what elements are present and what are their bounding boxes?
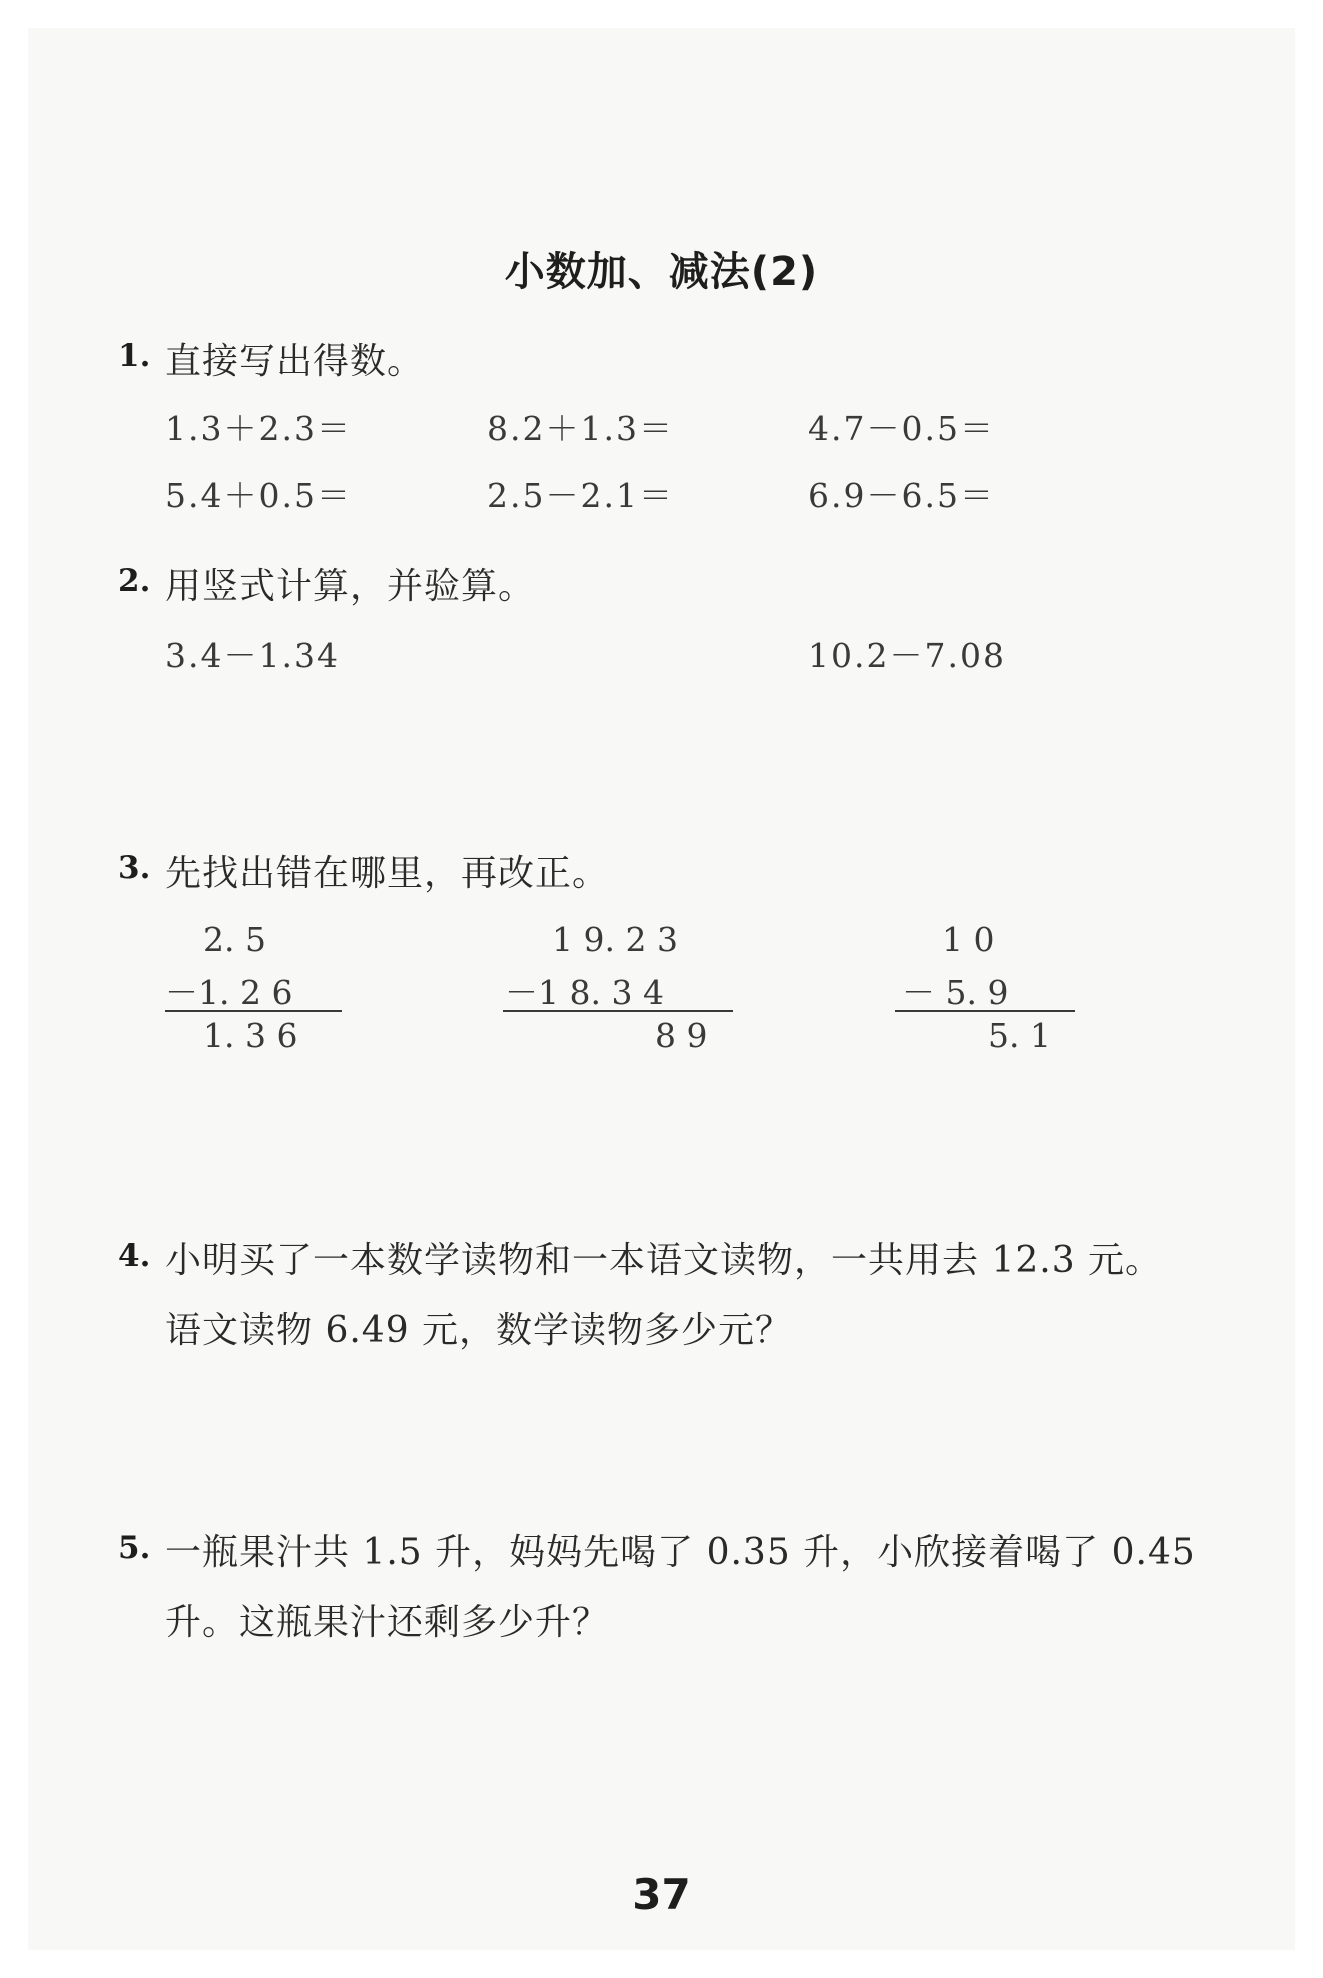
- q2-text: 用竖式计算，并验算。: [165, 566, 536, 607]
- q1-item-4: 5.4＋0.5＝: [165, 476, 352, 515]
- q1-item-2: 8.2＋1.3＝: [487, 409, 674, 448]
- q1-item-5: 2.5－2.1＝: [487, 476, 674, 515]
- q2-number: 2.: [118, 563, 151, 599]
- q3-a-bottom: －1. 2 6: [165, 973, 293, 1012]
- q5-line-2: 升。这瓶果汁还剩多少升？: [165, 1602, 610, 1643]
- q3-b-rule: [503, 1010, 733, 1012]
- q3-b-top: 1 9. 2 3: [552, 920, 678, 959]
- q1-item-3: 4.7－0.5＝: [808, 409, 995, 448]
- q3-text: 先找出错在哪里，再改正。: [165, 853, 610, 894]
- q4-line-1: 小明买了一本数学读物和一本语文读物，一共用去 12.3 元。: [165, 1240, 1163, 1281]
- q1-text: 直接写出得数。: [165, 341, 425, 382]
- q1-number: 1.: [118, 338, 151, 374]
- q3-c-rule: [895, 1010, 1075, 1012]
- page-number: 37: [632, 1870, 691, 1919]
- q3-b-result: 8 9: [655, 1016, 708, 1055]
- q1-item-6: 6.9－6.5＝: [808, 476, 995, 515]
- q3-a-result: 1. 3 6: [203, 1016, 298, 1055]
- q5-line-1: 一瓶果汁共 1.5 升，妈妈先喝了 0.35 升，小欣接着喝了 0.45: [165, 1532, 1196, 1573]
- q3-number: 3.: [118, 850, 151, 886]
- q3-b-bottom: －1 8. 3 4: [505, 973, 664, 1012]
- q4-line-2: 语文读物 6.49 元，数学读物多少元？: [165, 1310, 793, 1351]
- q3-c-bottom: － 5. 9: [902, 973, 1009, 1012]
- page-title: 小数加、减法(2): [504, 249, 819, 295]
- q2-item-2: 10.2－7.08: [808, 636, 1006, 675]
- q3-a-rule: [165, 1010, 342, 1012]
- q3-a-top: 2. 5: [203, 920, 266, 959]
- q3-c-result: 5. 1: [988, 1016, 1051, 1055]
- q3-c-top: 1 0: [942, 920, 995, 959]
- q5-number: 5.: [118, 1530, 151, 1566]
- q2-item-1: 3.4－1.34: [165, 636, 340, 675]
- q1-item-1: 1.3＋2.3＝: [165, 409, 352, 448]
- q4-number: 4.: [118, 1238, 151, 1274]
